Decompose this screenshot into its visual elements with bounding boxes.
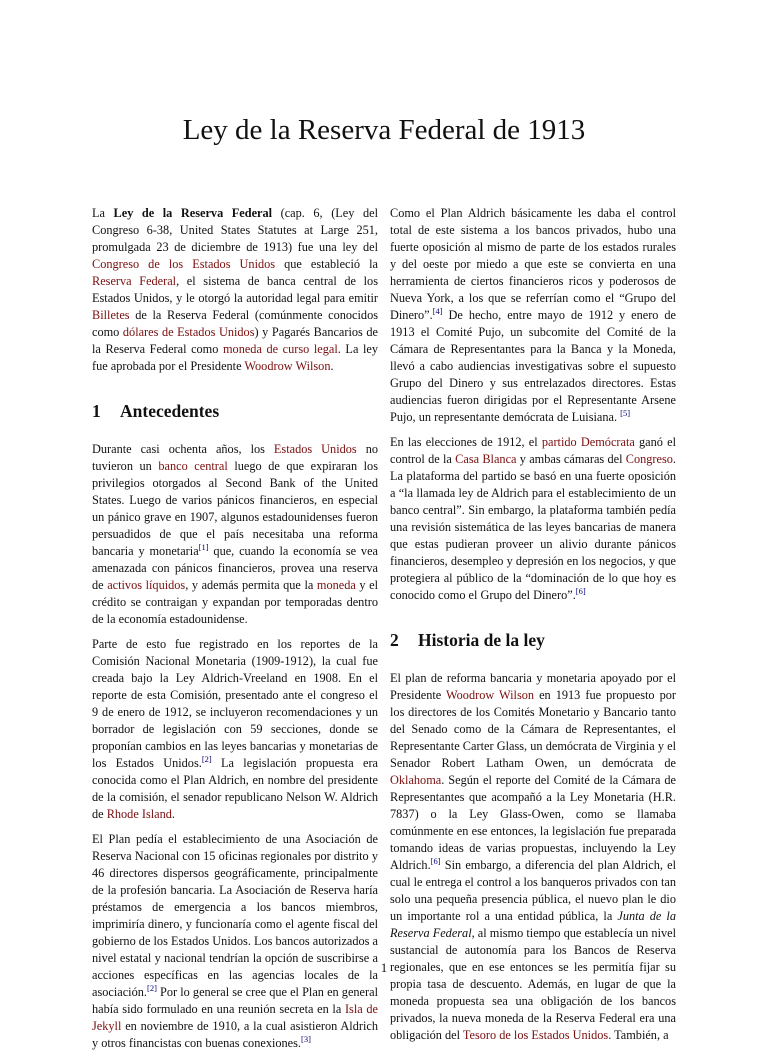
wiki-link[interactable]: Isla de Jekyll — [92, 1002, 378, 1033]
paragraph — [390, 434, 676, 604]
right-column — [390, 205, 676, 1052]
text-run: luego de que expiraran los privilegios otorgados al Second Bank of the United States. Luego de varios pánicos financieros, en especial un pánico grave en 1907, algunos estadounidenses fueron persuadidos de que el país necesitaba una reforma bancaria y monetaria — [92, 459, 378, 558]
section-heading-antecedentes — [92, 399, 378, 423]
wiki-link[interactable]: Rhode Island — [106, 807, 172, 821]
wiki-link[interactable]: Estados Unidos — [273, 442, 357, 456]
paragraph — [92, 831, 378, 1052]
section-heading-historia — [390, 628, 676, 652]
text-run: El Plan pedía el establecimiento de una Asociación de Reserva Nacional con 15 oficinas regionales por distrito y 46 directores dispersos geográficamente, principalmente de la profesión bancaria. La Asociación de Reserva haría préstamos de emergencia a los bancos miembros, imprimiría dinero, y funcionaría como el agente fiscal del gobierno de los Estados Unidos. Los bancos autorizados a nivel estatal y nacional tendrían la opción de suscribirse a acciones específicas en las agencias locales de la asociación. — [92, 832, 378, 999]
page-number: 1 — [380, 960, 388, 975]
citation-ref[interactable]: [1] — [198, 542, 209, 552]
text-run: . La ley fue aprobada por el Presidente — [92, 342, 378, 373]
wiki-link[interactable]: moneda de curso legal — [222, 342, 338, 356]
intro-paragraph — [92, 205, 378, 375]
text-run: y el crédito se contraigan y expandan por temporadas dentro de la economía estadounidense. — [92, 578, 378, 626]
text-run: . — [171, 807, 175, 821]
text-run: no tuvieron un — [92, 442, 378, 473]
paragraph — [92, 636, 378, 823]
paragraph — [92, 441, 378, 628]
citation-ref[interactable]: [6] — [430, 856, 441, 866]
wiki-link[interactable]: Woodrow Wilson — [446, 688, 535, 702]
citation-ref[interactable]: [6] — [575, 586, 586, 596]
section-number: 2 — [390, 630, 399, 650]
text-run: que, cuando la economía se vea amenazada con pánicos financieros, provea una reserva de — [92, 544, 378, 592]
wiki-link[interactable]: Woodrow Wilson — [244, 359, 331, 373]
section-number: 1 — [92, 401, 101, 421]
wiki-link[interactable]: dólares de Estados Unidos — [122, 325, 255, 339]
section-title: Antecedentes — [120, 401, 220, 421]
wiki-link[interactable]: Congreso de los Estados Unidos — [92, 257, 276, 271]
paragraph — [390, 670, 676, 1044]
text-run: ganó el control de la — [390, 435, 676, 466]
text-run: El plan de reforma bancaria y monetaria apoyado por el Presidente — [390, 671, 676, 702]
text-run: , y además permita que la — [185, 578, 317, 592]
text-run: Por lo general se cree que el Plan en general había sido formulado en una reunión secreta en la — [92, 985, 378, 1016]
wiki-link[interactable]: activos líquidos — [107, 578, 186, 592]
text-run: La — [92, 206, 114, 220]
wiki-link[interactable]: Casa Blanca — [455, 452, 517, 466]
text-run: , al mismo tiempo que establecía un nivel sustancial de autonomía para los Bancos de Reserva regionales, que en ese entonces se les permitía fijar su propia tasa de descuento. Además, en lugar de que la moneda propuesta sea una obligación de los bancos privados, la nueva moneda de la Reserva Federal era una obligación del — [390, 926, 677, 1042]
text-run: ) y Pagarés Bancarios de la Reserva Federal como — [92, 325, 378, 356]
text-run: en 1913 fue propuesto por los directores de los Comités Monetario y Bancario tanto del Senado como de la Cámara de Representantes, el Representante Carter Glass, un demócrata de Virginia y el Senador Robert Latham Owen, un demócrata de — [390, 688, 676, 770]
wiki-link[interactable]: Tesoro de los Estados Unidos — [462, 1028, 609, 1042]
text-run: De hecho, entre mayo de 1912 y enero de 1913 el Comité Pujo, un subcomite del Comité de la Cámara de Representantes para la Banca y la Moneda, llevó a cabo audiencias investigativas sobre el supuesto Grupo del Dinero y sus entrelazados directores. Estas audiencias fueron dirigidas por el Representante Arsene Pujo, un representante demócrata de Luisiana. — [390, 308, 676, 424]
wiki-link[interactable]: Reserva Federal — [92, 274, 177, 288]
text-run: En las elecciones de 1912, el — [390, 435, 542, 449]
text-run: , el sistema de banca central de los Estados Unidos, y le otorgó la autoridad legal para emitir — [92, 274, 378, 305]
wiki-link[interactable]: Oklahoma — [390, 773, 442, 787]
wiki-link[interactable]: banco central — [158, 459, 228, 473]
text-run: (cap. 6, (Ley del Congreso 6-38, United States Statutes at Large 251, promulgada 23 de diciembre de 1913) fue una ley del — [92, 206, 378, 254]
left-column — [92, 205, 378, 1060]
text-run: Como el Plan Aldrich básicamente les daba el control total de este sistema a los bancos privados, hubo una fuerte oposición al mismo de parte de los estados rurales y del oeste por miedo a que este se convierta en una herramienta de ciertos financieros ricos y poderosos de Nueva York, a los que se referrían como el “Grupo del Dinero”. — [390, 206, 676, 322]
text-run: en noviembre de 1910, a la cual asistieron Aldrich y otros financistas con buenas conexiones. — [92, 1019, 378, 1050]
citation-ref[interactable]: [2] — [201, 754, 212, 764]
citation-ref[interactable]: [5] — [620, 408, 631, 418]
wiki-link[interactable]: moneda — [316, 578, 356, 592]
text-run: . — [330, 359, 334, 373]
italic-text: Junta de la Reserva Federal — [390, 909, 676, 940]
citation-ref[interactable]: [2] — [146, 983, 157, 993]
page-title: Ley de la Reserva Federal de 1913 — [182, 114, 586, 146]
text-run: de la Reserva Federal (comúnmente conocidos como — [92, 308, 378, 339]
wiki-link[interactable]: Congreso — [625, 452, 673, 466]
text-run: Durante casi ochenta años, los — [92, 442, 274, 456]
text-run: . Según el reporte del Comité de la Cámara de Representantes que acompañó a la Ley Monetaria (H.R. 7837) o la Ley Glass-Owen, como se llamaba comúnmente en ese entonces, la legislación fue preparada tomando ideas de varias propuestas, incluyendo la Ley Aldrich. — [390, 773, 676, 872]
text-run: . También, a — [608, 1028, 669, 1042]
text-run: y ambas cámaras del — [516, 452, 626, 466]
wiki-link[interactable]: partido Demócrata — [541, 435, 635, 449]
text-run: Sin embargo, a diferencia del plan Aldrich, el cual le entrega el control a los banqueros privados con tan solo una pequeña presencia pública, el nuevo plan le dio un importante rol a una entidad pública, la — [390, 858, 676, 923]
text-run: . La plataforma del partido se basó en una fuerte oposición a “la llamada ley de Aldrich para el establecimiento de un banco central”. Sin embargo, la plataforma también pedía una revisión sistemática de las leyes bancarias de manera que estas pudieran proveer un alivio durante pánicos financieros, desempleo y depresión en los negocios, y que protegiera al público de la “dominación de lo que hoy es conocido como el Grupo del Dinero”. — [390, 452, 676, 602]
section-title: Historia de la ley — [418, 630, 545, 650]
bold-term: Ley de la Reserva Federal — [113, 206, 273, 220]
text-run: La legislación propuesta era conocida como el Plan Aldrich, en nombre del presidente de la comisión, el senador republicano Nelson W. Aldrich de — [92, 756, 378, 821]
text-run: Parte de esto fue registrado en los reportes de la Comisión Nacional Monetaria (1909-1912), la cual fue creada bajo la Ley Aldrich-Vreeland en 1908. En el reporte de esta Comisión, presentado ante el congreso el 9 de enero de 1912, se incluyeron recomendaciones y un borrador de legislación con 59 secciones, donde se proponían cambios en las leyes bancarias y monetarias de los Estados Unidos. — [92, 637, 378, 770]
text-run: que estableció la — [275, 257, 378, 271]
citation-ref[interactable]: [4] — [432, 306, 443, 316]
paragraph — [390, 205, 676, 426]
citation-ref[interactable]: [3] — [301, 1034, 311, 1044]
wiki-link[interactable]: Billetes — [92, 308, 130, 322]
